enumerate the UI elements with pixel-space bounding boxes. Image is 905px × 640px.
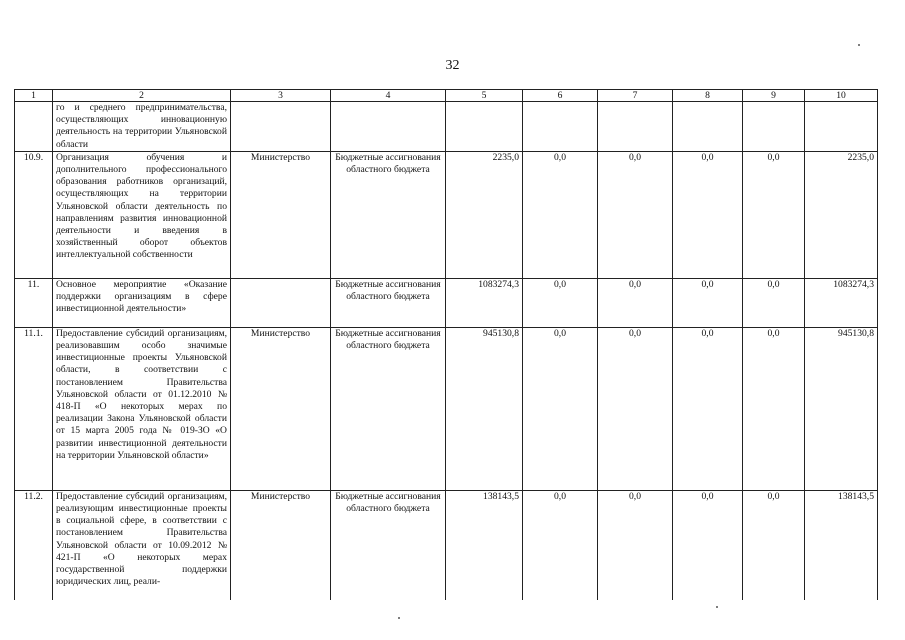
scan-speck <box>398 617 400 619</box>
value-year: 0,0 <box>523 151 598 278</box>
scan-speck <box>716 606 718 608</box>
value-total-period: 2235,0 <box>446 151 523 278</box>
measure-name: Предоставление субсидий организациям, реализовавшим особо значимые инвестиционные проекты Ульяновской области, в соответствии с постановлением Правительства Ульяновской области от 01.12.2010 № 418-П «О некоторых мерах по реализации Закона Ульяновской области от 15 марта 2005 года № 019-ЗО «О развитии инвестиционной деятельности на территории Ульяновской области» <box>53 327 231 490</box>
value-total-period: 138143,5 <box>446 490 523 600</box>
column-header: 2 <box>53 90 231 102</box>
value-year: 0,0 <box>598 327 673 490</box>
value-total-period: 1083274,3 <box>446 278 523 327</box>
executor <box>231 102 331 152</box>
value-year: 0,0 <box>523 490 598 600</box>
column-header: 4 <box>331 90 446 102</box>
funding-source <box>331 102 446 152</box>
value-year: 0,0 <box>743 490 805 600</box>
value-year: 0,0 <box>598 278 673 327</box>
column-header: 1 <box>15 90 53 102</box>
value-year: 0,0 <box>523 278 598 327</box>
value-total: 138143,5 <box>805 490 878 600</box>
column-header: 9 <box>743 90 805 102</box>
value-year: 0,0 <box>598 490 673 600</box>
table-row <box>15 490 878 600</box>
value-year: 0,0 <box>523 327 598 490</box>
value-year: 0,0 <box>673 490 743 600</box>
value-year: 0,0 <box>673 278 743 327</box>
value-year: 0,0 <box>743 327 805 490</box>
measure-name: Основное мероприятие «Оказание поддержки организациям в сфере инвестиционной деятельности» <box>53 278 231 327</box>
value-total: 2235,0 <box>805 151 878 278</box>
table-row <box>15 151 878 278</box>
executor <box>231 278 331 327</box>
row-number: 10.9. <box>15 151 53 278</box>
funding-source: Бюджетные ассигнования областного бюджета <box>331 151 446 278</box>
value-total-period <box>446 102 523 152</box>
value-year: 0,0 <box>743 151 805 278</box>
table-row <box>15 102 878 152</box>
column-header: 10 <box>805 90 878 102</box>
program-table <box>14 89 878 600</box>
row-number: 11. <box>15 278 53 327</box>
executor: Министерство <box>231 151 331 278</box>
value-year <box>743 102 805 152</box>
value-year: 0,0 <box>598 151 673 278</box>
measure-name: Предоставление субсидий организациям, реализующим инвестиционные проекты в социальной сфере, в соответствии с постановлением Правительства Ульяновской области от 10.09.2012 № 421-П «О некоторых мерах государственной поддержки юридических лиц, реали- <box>53 490 231 600</box>
value-year <box>673 102 743 152</box>
executor: Министерство <box>231 327 331 490</box>
column-header: 6 <box>523 90 598 102</box>
value-total: 1083274,3 <box>805 278 878 327</box>
value-year: 0,0 <box>673 151 743 278</box>
page-number: 32 <box>445 58 460 73</box>
executor: Министерство <box>231 490 331 600</box>
scan-speck <box>858 44 860 46</box>
column-header: 8 <box>673 90 743 102</box>
measure-name: го и среднего предпринимательства, осуществляющих инновационную деятельность на территории Ульяновской области <box>53 102 231 152</box>
value-year: 0,0 <box>743 278 805 327</box>
value-year <box>598 102 673 152</box>
funding-source: Бюджетные ассигнования областного бюджета <box>331 278 446 327</box>
table-row <box>15 278 878 327</box>
row-number: 11.2. <box>15 490 53 600</box>
value-total: 945130,8 <box>805 327 878 490</box>
column-header: 3 <box>231 90 331 102</box>
table-row <box>15 327 878 490</box>
value-total-period: 945130,8 <box>446 327 523 490</box>
value-total <box>805 102 878 152</box>
funding-source: Бюджетные ассигнования областного бюджета <box>331 490 446 600</box>
value-year: 0,0 <box>673 327 743 490</box>
row-number: 11.1. <box>15 327 53 490</box>
column-number-row <box>15 90 878 102</box>
funding-source: Бюджетные ассигнования областного бюджета <box>331 327 446 490</box>
column-header: 7 <box>598 90 673 102</box>
column-header: 5 <box>446 90 523 102</box>
row-number <box>15 102 53 152</box>
measure-name: Организация обучения и дополнительного профессионального образования работников организаций, осуществляющих на территории Ульяновской области деятельность по направлениям развития инновационной деятельности и введения в хозяйственный оборот объектов интеллектуальной собственности <box>53 151 231 278</box>
value-year <box>523 102 598 152</box>
